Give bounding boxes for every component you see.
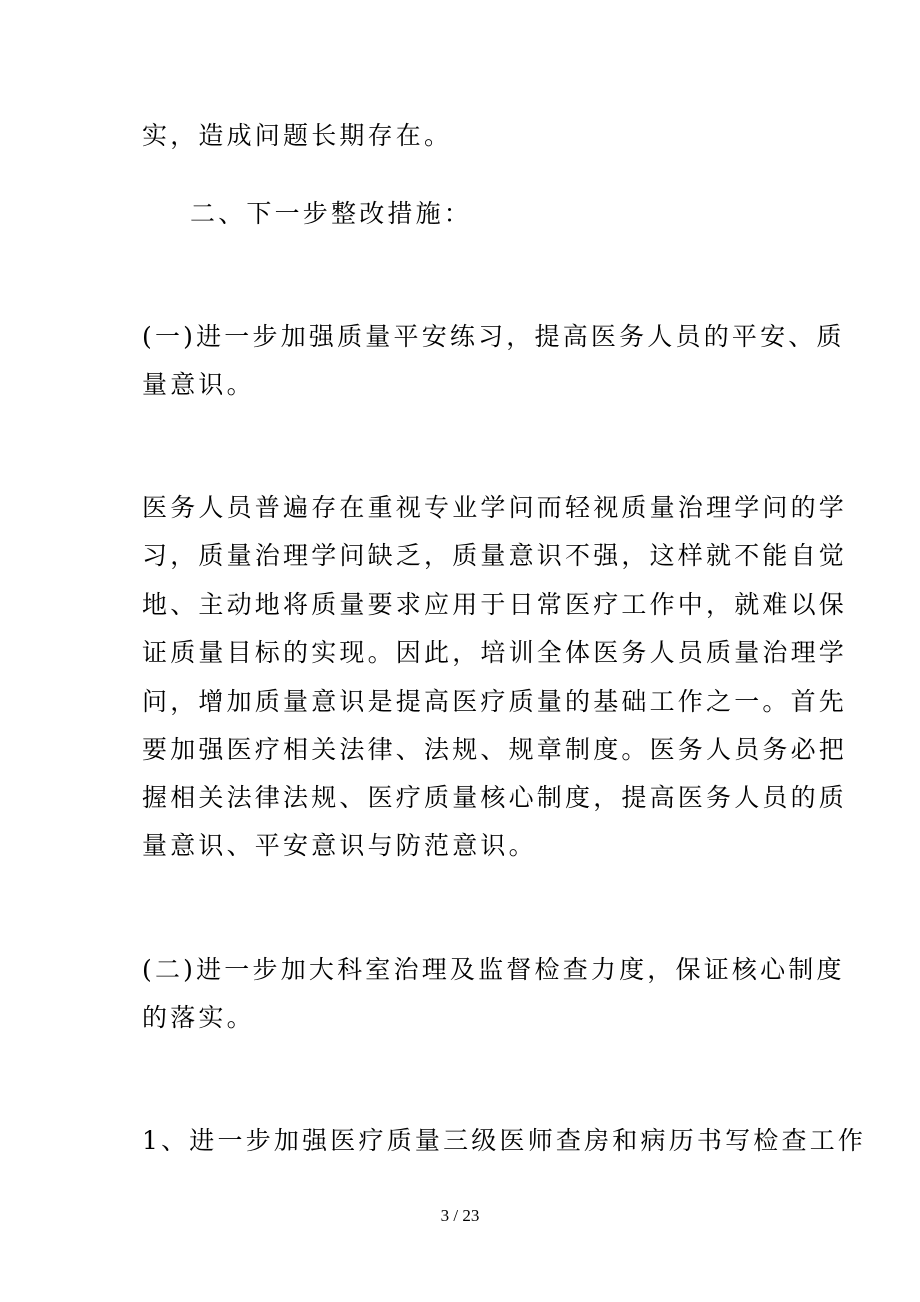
subsection-heading-line: 量意识。 [142, 370, 255, 399]
paragraph-line: 问，增加质量意识是提高医疗质量的基础工作之一。首先 [142, 687, 848, 716]
subsection-heading-line: (一)进一步加强质量平安练习，提高医务人员的平安、质 [142, 322, 845, 351]
paragraph-line: 地、主动地将质量要求应用于日常医疗工作中，就难以保 [142, 590, 848, 619]
paragraph-line: 实，造成问题长期存在。 [142, 121, 453, 150]
paragraph-line: 医务人员普遍存在重视专业学问而轻视质量治理学问的学 [142, 493, 848, 522]
paragraph-line: 习，质量治理学问缺乏，质量意识不强，这样就不能自觉 [142, 541, 848, 570]
paragraph-line: 握相关法律法规、医疗质量核心制度，提高医务人员的质 [142, 783, 848, 812]
page-number: 3 / 23 [440, 1206, 480, 1225]
paragraph-line: 要加强医疗相关法律、法规、规章制度。医务人员务必把 [142, 735, 848, 764]
section-heading: 二、下一步整改措施： [190, 199, 473, 228]
subsection-heading-line: (二)进一步加大科室治理及监督检查力度，保证核心制度 [142, 955, 845, 984]
list-item-line: 1、进一步加强医疗质量三级医师查房和病历书写检查工作 [142, 1126, 867, 1155]
paragraph-line: 证质量目标的实现。因此，培训全体医务人员质量治理学 [142, 638, 848, 667]
paragraph-line: 量意识、平安意识与防范意识。 [142, 831, 537, 860]
subsection-heading-line: 的落实。 [142, 1003, 255, 1032]
